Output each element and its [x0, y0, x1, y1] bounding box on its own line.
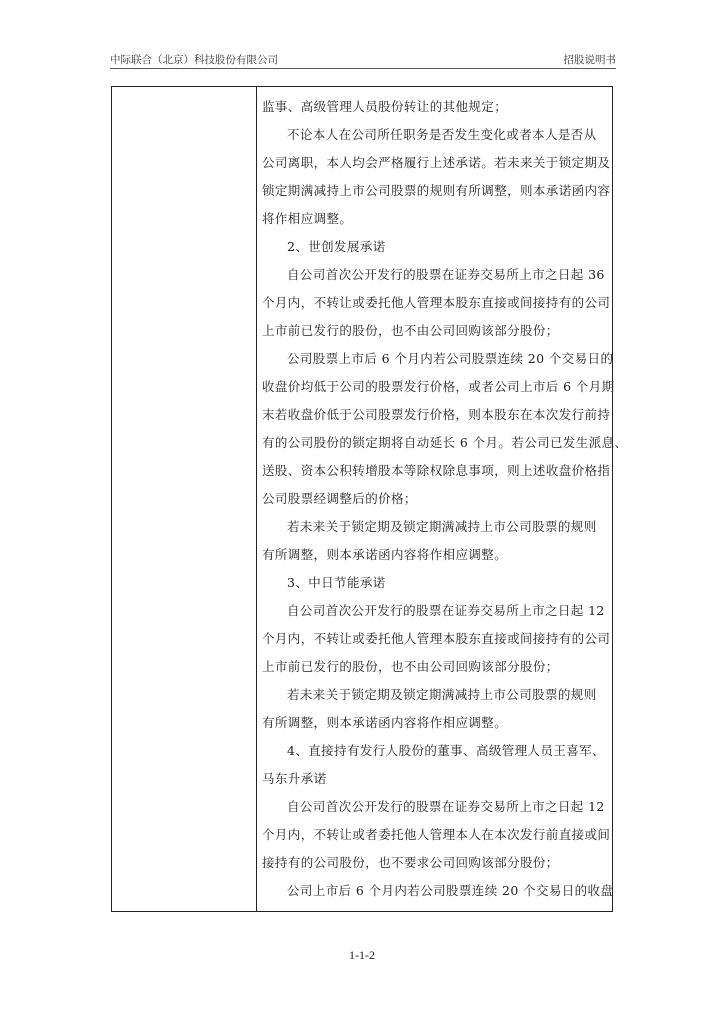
- text-line: 自公司首次公开发行的股票在证券交易所上市之日起 12: [287, 799, 605, 814]
- text-line: 送股、资本公积转增股本等除权除息事项，则上述收盘价格指: [262, 463, 611, 478]
- text-line: 将作相应调整。: [262, 211, 353, 226]
- text-line: 收盘价均低于公司的股票发行价格，或者公司上市后 6 个月期: [262, 379, 615, 394]
- text-line: 公司股票经调整后的价格；: [262, 491, 417, 506]
- text-line: 接持有的公司股份，也不要求公司回购该部分股份；: [262, 855, 559, 870]
- text-line: 末若收盘价低于公司股票发行价格，则本股东在本次发行前持: [262, 407, 611, 422]
- section-heading-cont: 马东升承诺: [262, 771, 327, 786]
- page-number: 1-1-2: [349, 948, 375, 962]
- section-heading: 3、中日节能承诺: [287, 575, 386, 590]
- text-line: 个月内，不转让或委托他人管理本股东直接或间接持有的公司: [262, 631, 611, 646]
- text-line: 若未来关于锁定期及锁定期满减持上市公司股票的规则: [287, 687, 597, 702]
- document-type: 招股说明书: [563, 54, 616, 66]
- text-line: 有的公司股份的锁定期将自动延长 6 个月。若公司已发生派息、: [262, 435, 628, 450]
- text-line: 自公司首次公开发行的股票在证券交易所上市之日起 36: [287, 267, 605, 282]
- text-line: 自公司首次公开发行的股票在证券交易所上市之日起 12: [287, 603, 605, 618]
- text-line: 个月内，不转让或委托他人管理本股东直接或间接持有的公司: [262, 295, 611, 310]
- text-line: 公司股票上市后 6 个月内若公司股票连续 20 个交易日的: [287, 351, 614, 366]
- commitment-table: [111, 86, 628, 912]
- text-line: 上市前已发行的股份，也不由公司回购该部分股份；: [262, 659, 559, 674]
- text-line: 若未来关于锁定期及锁定期满减持上市公司股票的规则: [287, 519, 597, 534]
- text-line: 上市前已发行的股份，也不由公司回购该部分股份；: [262, 323, 559, 338]
- company-name: 中际联合（北京）科技股份有限公司: [110, 54, 278, 66]
- column-divider: [256, 87, 257, 911]
- text-line: 公司离职，本人均会严格履行上述承诺。若未来关于锁定期及: [262, 155, 611, 170]
- text-line: 监事、高级管理人员股份转让的其他规定；: [262, 99, 508, 114]
- text-line: 锁定期满减持上市公司股票的规则有所调整，则本承诺函内容: [262, 183, 611, 198]
- text-line: 有所调整，则本承诺函内容将作相应调整。: [262, 715, 508, 730]
- section-heading: 2、世创发展承诺: [287, 239, 386, 254]
- page-header: [110, 50, 616, 68]
- text-line: 个月内，不转让或者委托他人管理本人在本次发行前直接或间: [262, 827, 611, 842]
- header-rule: [110, 68, 616, 69]
- section-heading: 4、直接持有发行人股份的董事、高级管理人员王喜军、: [287, 743, 605, 758]
- text-line: 公司上市后 6 个月内若公司股票连续 20 个交易日的收盘: [287, 883, 614, 898]
- text-line: 不论本人在公司所任职务是否发生变化或者本人是否从: [287, 127, 597, 142]
- text-line: 有所调整，则本承诺函内容将作相应调整。: [262, 547, 508, 562]
